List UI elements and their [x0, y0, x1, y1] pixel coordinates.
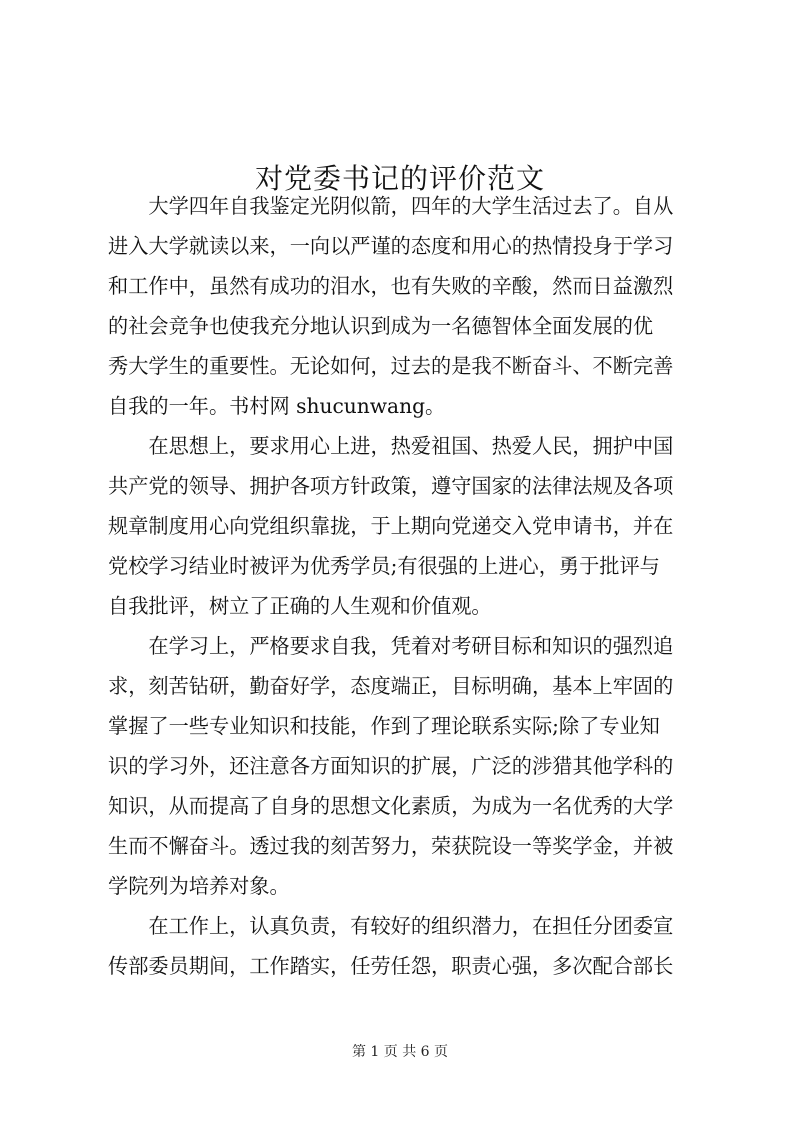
- text-line: 知识，从而提高了自身的思想文化素质，为成为一名优秀的大学: [108, 794, 674, 818]
- text-line: 识的学习外，还注意各方面知识的扩展，广泛的涉猎其他学科的: [108, 754, 674, 778]
- text-line: 秀大学生的重要性。无论如何，过去的是我不断奋斗、不断完善: [108, 354, 674, 378]
- text-line: 在学习上，严格要求自我，凭着对考研目标和知识的强烈追: [148, 634, 674, 658]
- text-line: 在思想上，要求用心上进，热爱祖国、热爱人民，拥护中国: [148, 434, 674, 458]
- document-body: [108, 186, 700, 986]
- text-line: 规章制度用心向党组织靠拢，于上期向党递交入党申请书，并在: [108, 514, 674, 538]
- text-line: 生而不懈奋斗。透过我的刻苦努力，荣获院设一等奖学金，并被: [108, 834, 674, 858]
- paragraph: [108, 186, 700, 426]
- text-line: 自我的一年。书村网 shucunwang。: [108, 394, 446, 418]
- text-line: 掌握了一些专业知识和技能，作到了理论联系实际;除了专业知: [108, 714, 660, 738]
- text-line: 传部委员期间，工作踏实，任劳任怨，职责心强，多次配合部长: [108, 954, 674, 978]
- paragraph: [108, 626, 700, 906]
- text-line: 的社会竞争也使我充分地认识到成为一名德智体全面发展的优: [108, 314, 654, 338]
- text-line: 学院列为培养对象。: [108, 874, 290, 898]
- text-line: 在工作上，认真负责，有较好的组织潜力，在担任分团委宣: [148, 914, 674, 938]
- text-line: 大学四年自我鉴定光阴似箭，四年的大学生活过去了。自从: [148, 194, 674, 218]
- text-line: 进入大学就读以来，一向以严谨的态度和用心的热情投身于学习: [108, 234, 674, 258]
- document-title: 对党委书记的评价范文: [254, 161, 545, 195]
- text-line: 共产党的领导、拥护各项方针政策，遵守国家的法律法规及各项: [108, 474, 674, 498]
- paragraph: [108, 906, 700, 986]
- text-line: 自我批评，树立了正确的人生观和价值观。: [108, 594, 492, 618]
- page-footer: 第 1 页 共 6 页: [351, 1044, 449, 1060]
- text-line: 和工作中，虽然有成功的泪水，也有失败的辛酸，然而日益激烈: [108, 274, 674, 298]
- text-line: 党校学习结业时被评为优秀学员;有很强的上进心，勇于批评与: [108, 554, 660, 578]
- text-line: 求，刻苦钻研，勤奋好学，态度端正，目标明确，基本上牢固的: [108, 674, 674, 698]
- paragraph: [108, 426, 700, 626]
